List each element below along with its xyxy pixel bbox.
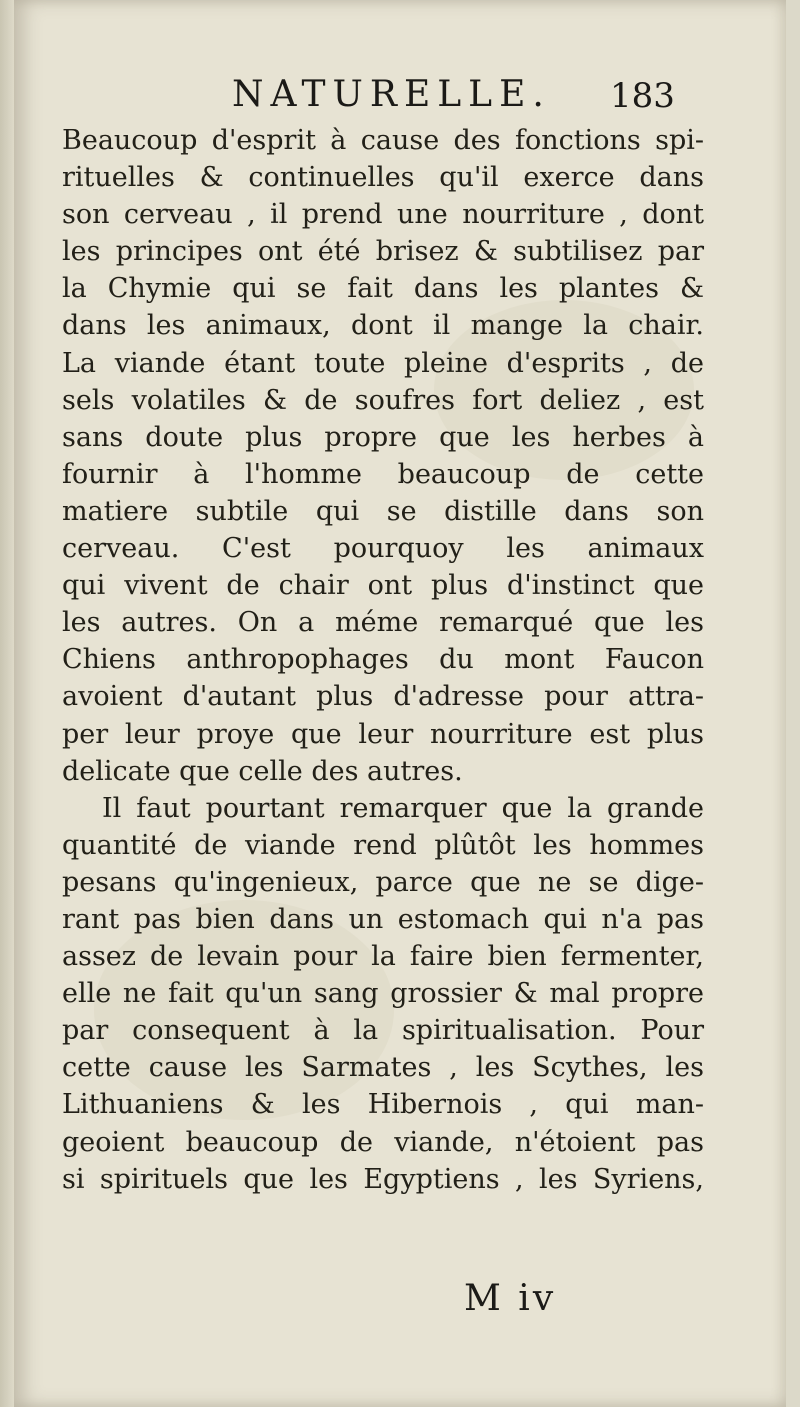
text-line: rant pas bien dans un estomach qui n'a pas: [62, 903, 704, 935]
text-line: cette cause les Sarmates , les Scythes, les: [62, 1052, 704, 1084]
text-line: quantité de viande rend plûtôt les hommes: [62, 829, 704, 861]
signature-mark: M iv: [464, 1278, 557, 1319]
text-line: sans doute plus propre que les herbes à: [62, 421, 704, 453]
text-line: fournir à l'homme beaucoup de cette: [62, 458, 704, 490]
text-line: rituelles & continuelles qu'il exerce dans: [62, 162, 704, 194]
text-line: assez de levain pour la faire bien fermenter,: [62, 941, 704, 973]
page-gutter: [0, 0, 14, 1407]
text-line: La viande étant toute pleine d'esprits , de: [62, 347, 704, 379]
text-line: Il faut pourtant remarquer que la grande: [102, 792, 704, 824]
book-page: [14, 0, 786, 1407]
paragraph: [62, 790, 704, 1198]
text-line: cerveau. C'est pourquoy les animaux: [62, 533, 704, 565]
text-line: delicate que celle des autres.: [62, 755, 463, 787]
text-line: avoient d'autant plus d'adresse pour attra-: [62, 681, 704, 713]
text-line: matiere subtile qui se distille dans son: [62, 495, 704, 527]
text-line: Lithuaniens & les Hibernois , qui man-: [62, 1089, 704, 1121]
text-line: Chiens anthropophages du mont Faucon: [62, 644, 704, 676]
text-line: sels volatiles & de soufres fort deliez , est: [62, 384, 704, 416]
text-line: les autres. On a méme remarqué que les: [62, 607, 704, 639]
text-line: dans les animaux, dont il mange la chair.: [62, 310, 704, 342]
text-line: per leur proye que leur nourriture est plus: [62, 718, 704, 750]
text-line: pesans qu'ingenieux, parce que ne se dige-: [62, 866, 704, 898]
text-line: la Chymie qui se fait dans les plantes &: [62, 273, 704, 305]
text-line: si spirituels que les Egyptiens , les Syriens,: [62, 1163, 704, 1195]
text-line: Beaucoup d'esprit à cause des fonctions spi-: [62, 125, 704, 156]
text-line: les principes ont été brisez & subtilisez par: [62, 236, 704, 268]
running-head: NATURELLE.: [232, 74, 551, 115]
text-line: geoient beaucoup de viande, n'étoient pas: [62, 1126, 704, 1158]
page-number: 183: [610, 76, 675, 116]
text-line: qui vivent de chair ont plus d'instinct que: [62, 570, 704, 602]
paragraph: [62, 122, 704, 790]
body-text: [62, 122, 704, 1198]
text-line: elle ne fait qu'un sang grossier & mal propre: [62, 978, 704, 1010]
page-header: [14, 74, 786, 124]
text-line: par consequent à la spiritualisation. Pour: [62, 1015, 704, 1047]
text-line: son cerveau , il prend une nourriture , dont: [62, 199, 704, 231]
